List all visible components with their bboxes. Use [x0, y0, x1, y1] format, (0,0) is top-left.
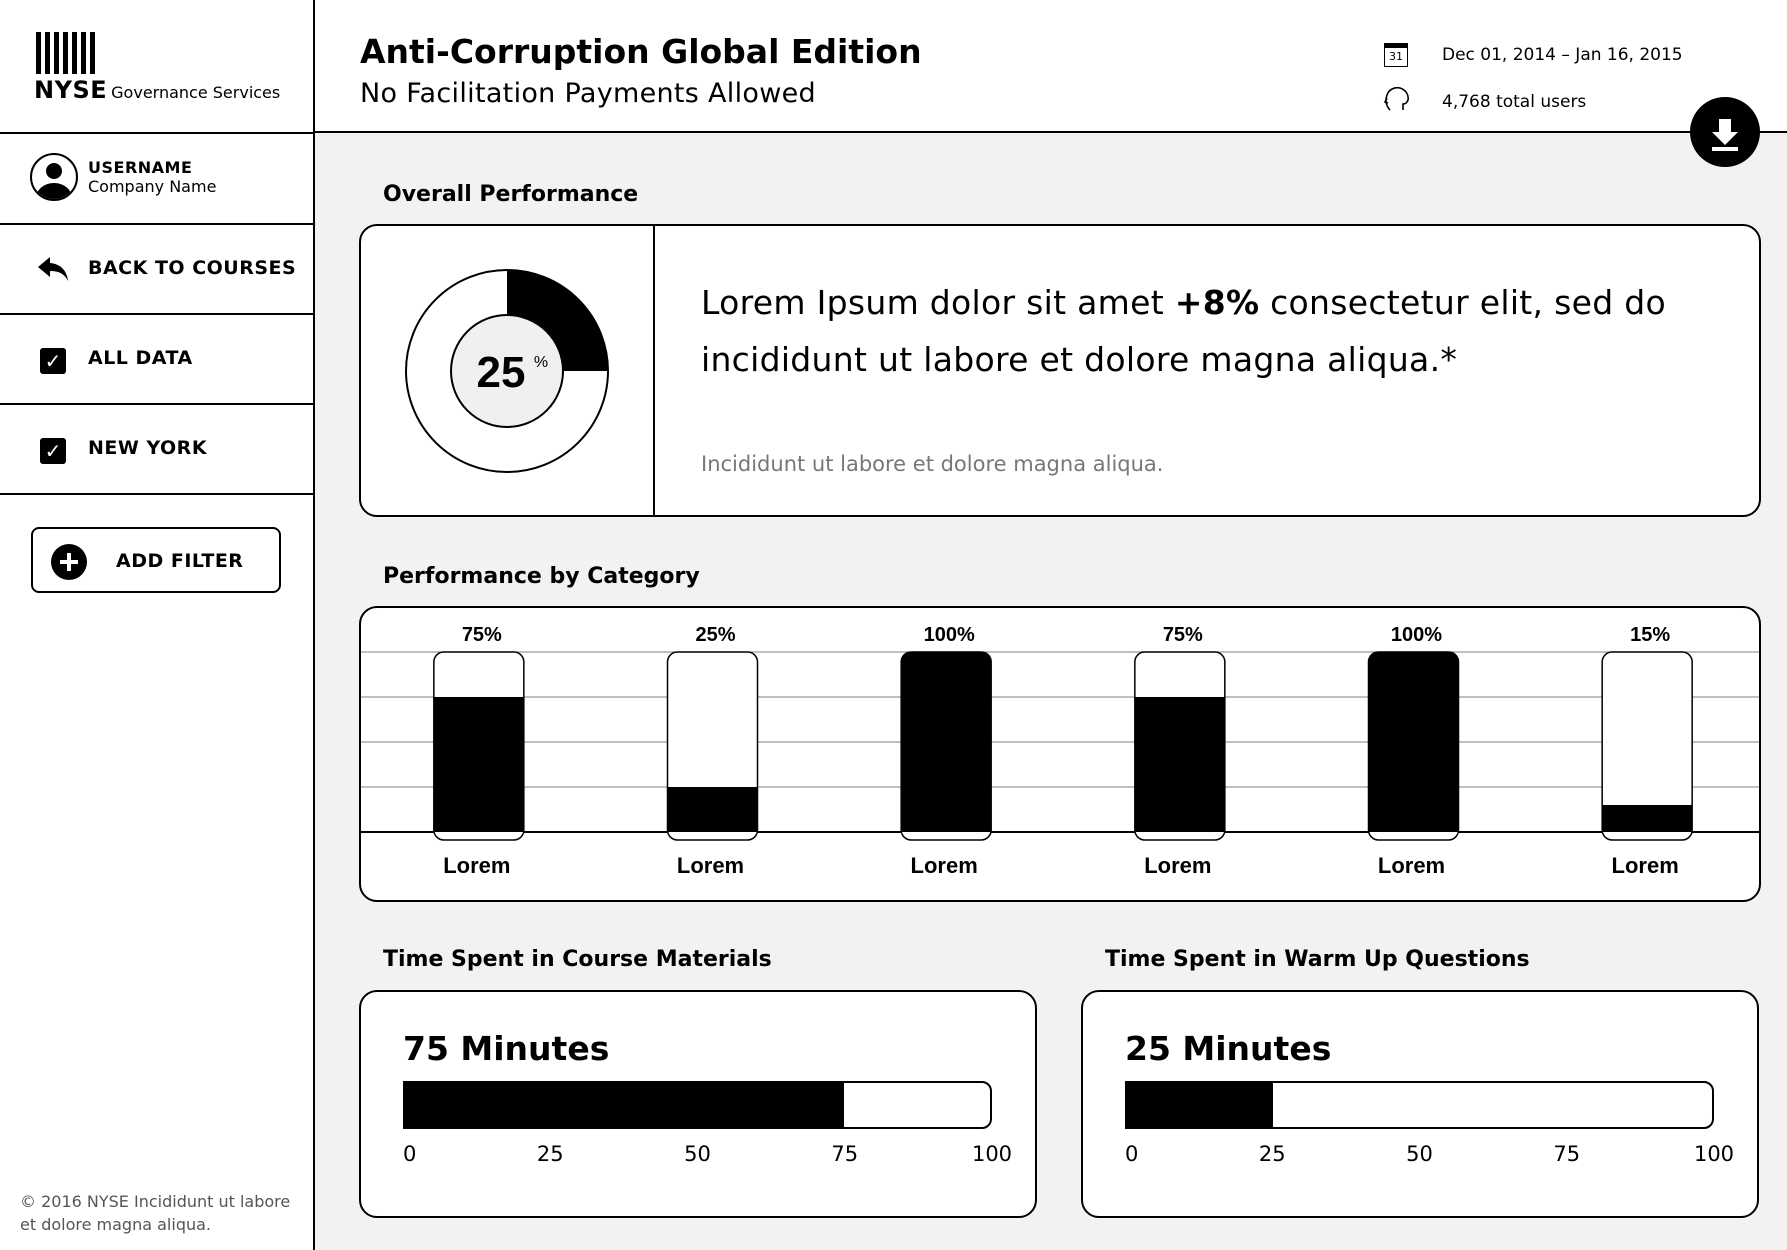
header [315, 0, 1787, 133]
bar-value-label: 15% [1630, 624, 1671, 646]
axis-tick-label: 50 [1406, 1142, 1433, 1166]
plus-circle-icon [51, 544, 87, 580]
bar [668, 787, 758, 832]
donut-percent-value: 25 [476, 348, 526, 397]
bar-value-label: 75% [1162, 624, 1203, 646]
bar [1369, 652, 1459, 832]
avatar-icon [30, 153, 78, 201]
logo [0, 0, 313, 134]
logo-name: NYSE [34, 76, 108, 104]
performance-donut [403, 267, 611, 475]
course-time-progress-fill [405, 1083, 844, 1127]
bar-category-label: Lorem [910, 853, 978, 878]
performance-by-category-card [359, 606, 1761, 902]
logo-service: Governance Services [111, 83, 281, 102]
bar-value-label: 25% [695, 624, 736, 646]
performance-note: Incididunt ut labore et dolore magna aliqua. [701, 452, 1164, 476]
user-head-icon [1382, 84, 1412, 114]
add-filter-button[interactable] [31, 527, 281, 593]
warmup-time-progress [1125, 1081, 1714, 1129]
axis-tick-label: 75 [831, 1142, 859, 1166]
axis-tick-label: 25 [1258, 1142, 1286, 1166]
axis-tick-label: 100 [971, 1142, 1013, 1166]
checkbox-checked-icon[interactable]: ✓ [40, 348, 66, 374]
warmup-time-axis [1125, 1142, 1735, 1172]
filter-all-data[interactable] [0, 315, 313, 405]
warmup-time-progress-fill [1127, 1083, 1273, 1127]
category-bar-chart [361, 608, 1761, 902]
logo-text [34, 76, 280, 104]
card-divider [653, 226, 655, 515]
axis-tick-label: 0 [1125, 1142, 1139, 1166]
summary-text-after: consectetur elit, sed do incididunt ut labore et dolore magna aliqua.* [701, 283, 1666, 379]
summary-highlight: +8% [1174, 283, 1260, 322]
back-to-courses-label: BACK TO COURSES [88, 257, 297, 279]
bar-category-label: Lorem [676, 853, 745, 878]
donut-percent-sign: % [533, 354, 549, 371]
summary-text-before: Lorem Ipsum dolor sit amet [701, 283, 1175, 322]
page-title: Anti-Corruption Global Edition [360, 32, 922, 71]
filter-all-data-label: ALL DATA [88, 347, 193, 369]
axis-tick-label: 25 [536, 1142, 564, 1166]
user-profile [0, 134, 313, 225]
overall-performance-card [359, 224, 1761, 517]
performance-by-category-title: Performance by Category [383, 564, 700, 589]
page-subtitle: No Facilitation Payments Allowed [360, 78, 816, 109]
bar-value-label: 75% [461, 624, 502, 646]
bar-value-label: 100% [923, 624, 975, 646]
axis-tick-label: 100 [1693, 1142, 1735, 1166]
footer-copyright: © 2016 NYSE Incididunt ut labore et dolore magna aliqua. [20, 1192, 291, 1234]
axis-tick-label: 50 [684, 1142, 711, 1166]
warmup-time-title: Time Spent in Warm Up Questions [1105, 947, 1530, 972]
bar [1135, 697, 1225, 832]
date-range: Dec 01, 2014 – Jan 16, 2015 [1442, 45, 1683, 65]
overall-performance-title: Overall Performance [383, 182, 639, 207]
checkbox-checked-icon[interactable]: ✓ [40, 438, 66, 464]
bar-value-label: 100% [1390, 624, 1443, 646]
sidebar [0, 0, 315, 1250]
download-button[interactable] [1690, 97, 1760, 167]
course-time-value: 75 Minutes [403, 1029, 610, 1068]
bar [434, 697, 524, 832]
course-time-card [359, 990, 1037, 1218]
company-name: Company Name [88, 177, 217, 196]
course-time-axis [403, 1142, 1013, 1172]
performance-summary [701, 274, 1721, 388]
download-icon [1690, 97, 1760, 167]
axis-tick-label: 0 [403, 1142, 417, 1166]
course-time-title: Time Spent in Course Materials [383, 947, 772, 972]
back-to-courses-button[interactable] [0, 225, 313, 315]
reply-arrow-icon [36, 255, 70, 283]
warmup-time-value: 25 Minutes [1125, 1029, 1332, 1068]
bar-category-label: Lorem [1611, 853, 1679, 878]
total-users: 4,768 total users [1442, 92, 1587, 112]
bar-category-label: Lorem [443, 853, 511, 878]
add-filter-label: ADD FILTER [116, 550, 244, 572]
username: USERNAME [88, 158, 193, 177]
nyse-barcode-icon [36, 32, 95, 74]
bar [901, 652, 991, 832]
axis-tick-label: 75 [1553, 1142, 1581, 1166]
warmup-time-card [1081, 990, 1759, 1218]
bar-category-label: Lorem [1144, 853, 1212, 878]
calendar-icon: 31 [1384, 43, 1408, 67]
filter-new-york[interactable] [0, 405, 313, 495]
bar [1602, 805, 1692, 832]
course-time-progress [403, 1081, 992, 1129]
bar-category-label: Lorem [1377, 853, 1446, 878]
filter-new-york-label: NEW YORK [88, 437, 208, 459]
